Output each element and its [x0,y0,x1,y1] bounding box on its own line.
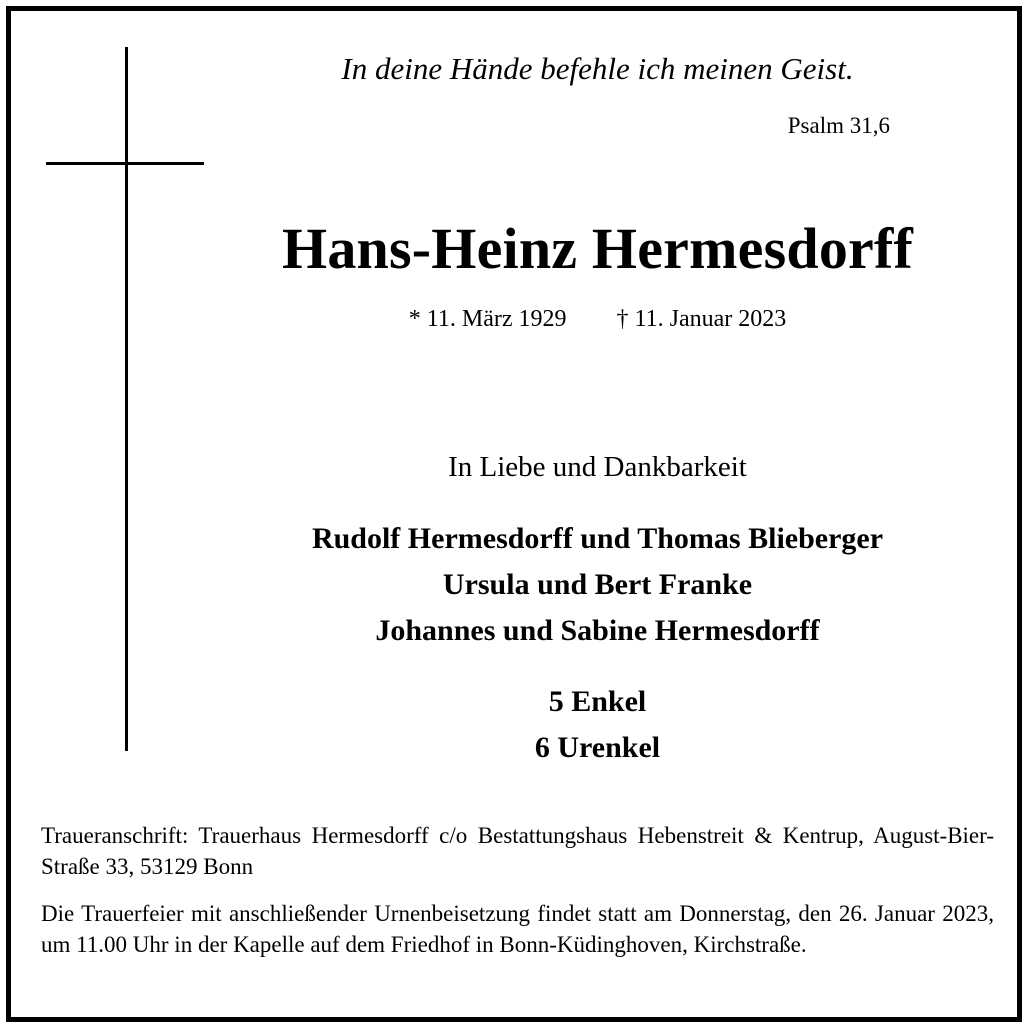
cross-icon-bar [46,162,204,165]
quote-reference: Psalm 31,6 [787,113,890,138]
cross-icon [125,47,128,751]
deceased-name: Hans-Heinz Hermesdorff [282,216,913,281]
descendant-line: 6 Urenkel [534,731,661,764]
birth-date: * 11. März 1929 [408,306,567,332]
dedication-line: In Liebe und Dankbarkeit [448,451,747,483]
life-dates [250,303,945,335]
mourner-line: Ursula und Bert Franke [442,568,753,601]
descendant-line: 5 Enkel [548,685,647,718]
mourner-line: Rudolf Hermesdorff und Thomas Blieberger [311,522,884,555]
descendants-list [250,679,945,771]
ceremony-info: Die Trauerfeier mit anschließender Urnenbeisetzung findet statt am Donnerstag, den 26. Januar 2023, um 11.00 Uhr in der Kapelle auf dem Friedhof in Bonn-Küdinghoven, Kirchstraße. [41,901,994,957]
death-date: † 11. Januar 2023 [616,306,787,332]
mourner-line: Johannes und Sabine Hermesdorff [375,614,820,647]
mourning-address: Traueranschrift: Trauerhaus Hermesdorff c/o Bestattungshaus Hebenstreit & Kentrup, August-Bier-Straße 33, 53129 Bonn [41,823,994,879]
bible-quote: In deine Hände befehle ich meinen Geist. [341,51,854,86]
mourners-list [250,516,945,654]
